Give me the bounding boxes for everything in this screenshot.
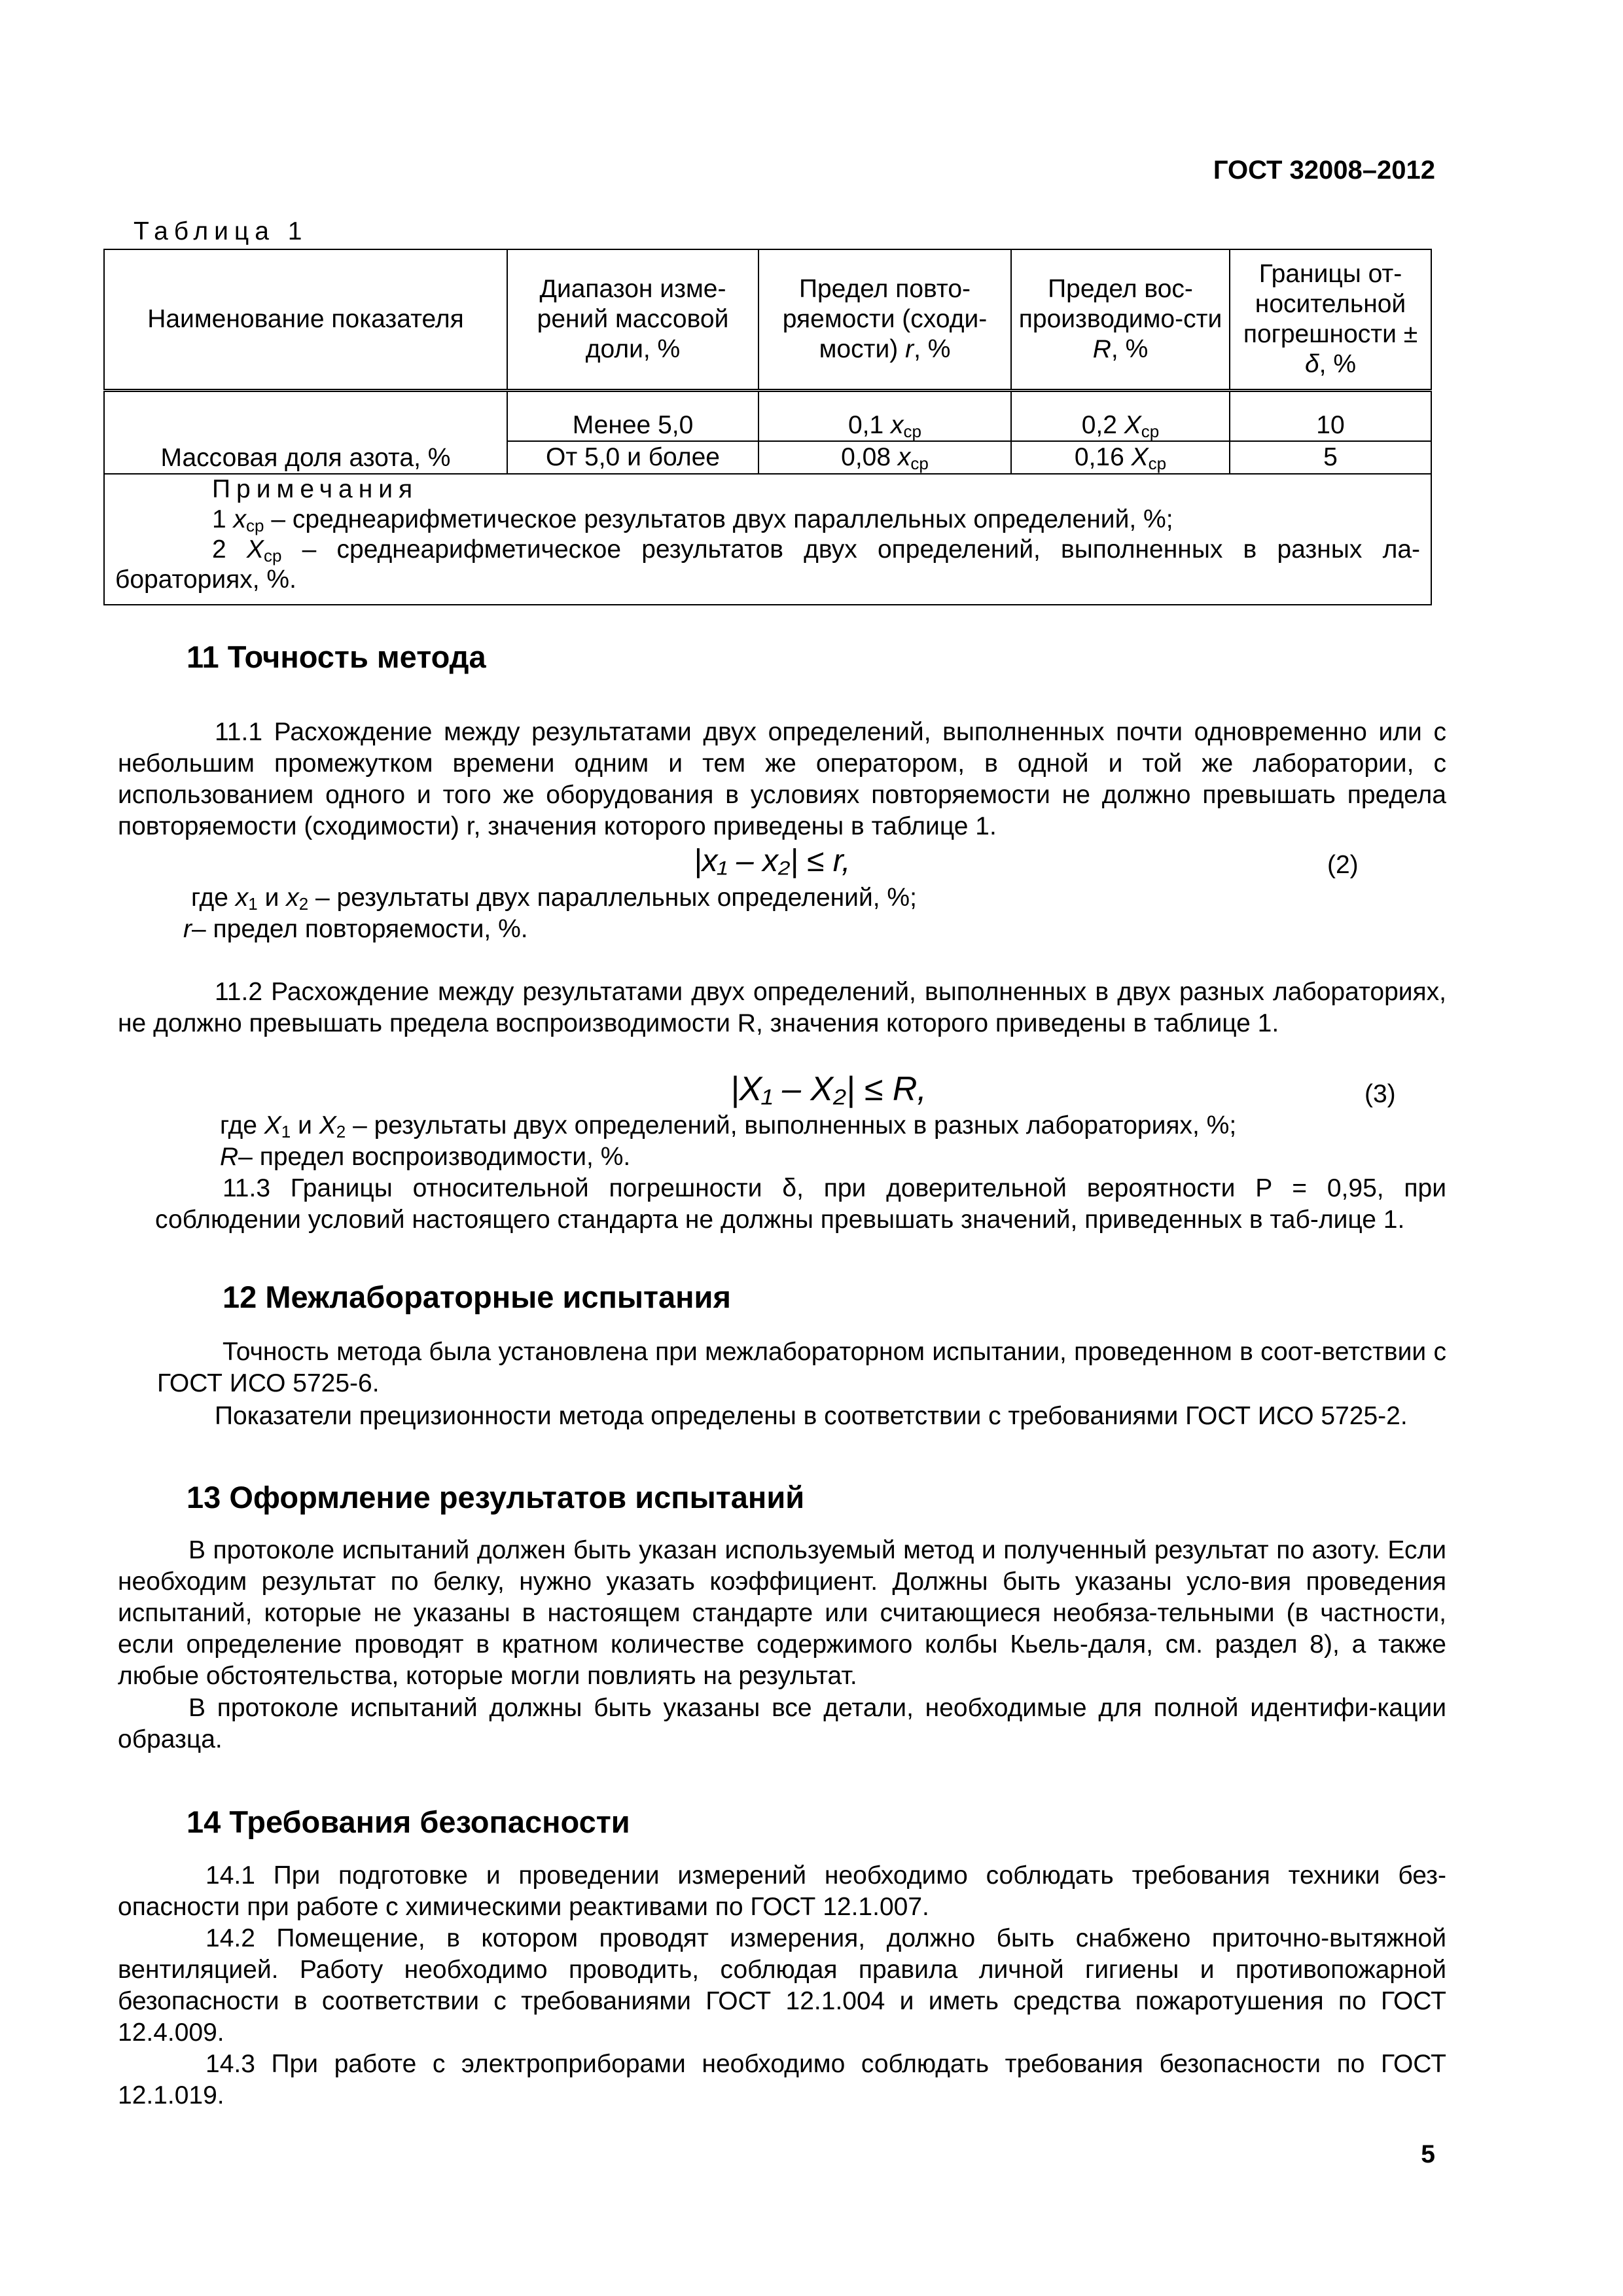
header-indicator: Наименование показателя — [104, 249, 507, 391]
section-13-title: 13 Оформление результатов испытаний — [187, 1480, 805, 1515]
range-cell: Менее 5,0 — [507, 391, 758, 442]
table-row — [104, 391, 1431, 442]
header-range: Диапазон изме-рений массовой доли, % — [507, 249, 758, 391]
where-3-line-2: R– предел воспроизводимости, %. — [220, 1143, 631, 1171]
notes-title: Примечания — [212, 475, 419, 503]
header-reproducibility: Предел вос-производимо-сти R, % — [1011, 249, 1230, 391]
note-1: 1 $x_{ср}$ – среднеарифметическое результатов двух параллельных определений, %; — [212, 505, 1173, 535]
reproducibility-cell: 0,16 $X_{ср}$ — [1011, 441, 1230, 474]
paragraph-13-2: В протоколе испытаний должны быть указаны все детали, необходимые для полной идентифи-кации образца. — [118, 1694, 1446, 1753]
range-cell: От 5,0 и более — [507, 441, 758, 474]
table-caption: Таблица 1 — [134, 217, 308, 245]
paragraph-11-3: 11.3 Границы относительной погрешности δ, при доверительной вероятности P = 0,95, при соблюдении условий настоящего стандарта не должны превышать значений, приведенных в таб-лице 1. — [155, 1174, 1446, 1234]
note-2: 2 $X_{ср}$ – среднеарифметическое результатов двух определений, выполненных в разных ла-бораториях, %. — [115, 535, 1421, 594]
formula-2-number: (2) — [1327, 851, 1359, 879]
error-bound-cell: 10 — [1230, 391, 1431, 442]
paragraph-13-1: В протоколе испытаний должен быть указан используемый метод и полученный результат по азоту. Если необходим результат по белку, нужно указать коэффициент. Должны быть указаны усло-вия проведения испытаний, которые не указаны в настоящем стандарте или считающиеся необяза-тельными (в частности, если определение проводят в кратном количестве содержимого колбы Кьель-даля, см. раздел 8), а также любые обстоятельства, которые могли повлиять на результат. — [118, 1536, 1446, 1690]
paragraph-14-2: 14.2 Помещение, в котором проводят измерения, должно быть снабжено приточно-вытяжной вентиляцией. Работу необходимо проводить, соблюдая правила личной гигиены и противопожарной безопасности в соответствии с требованиями ГОСТ 12.1.004 и иметь средства пожаротушения по ГОСТ 12.4.009. — [118, 1924, 1446, 2047]
paragraph-12-1: Точность метода была установлена при межлабораторном испытании, проведенном в соот-ветствии с ГОСТ ИСО 5725-6. — [157, 1338, 1446, 1397]
where-2-line-1: где $x_1$ и $x_2$ – результаты двух параллельных определений, %; — [191, 884, 917, 914]
paragraph-14-3: 14.3 При работе с электроприборами необходимо соблюдать требования безопасности по ГОСТ 12.1.019. — [118, 2050, 1446, 2109]
repeatability-cell: 0,08 $x_{ср}$ — [758, 441, 1011, 474]
table-header-row — [104, 249, 1431, 391]
table-notes-row — [104, 474, 1431, 605]
formula-3-number: (3) — [1364, 1080, 1396, 1108]
header-error-bounds: Границы от-носительной погрешности ± δ, % — [1230, 249, 1431, 391]
table-notes — [104, 474, 1431, 605]
reproducibility-cell: 0,2 $X_{ср}$ — [1011, 391, 1230, 442]
formula-2: |x₁ – x₂| ≤ r, — [694, 844, 851, 878]
section-11-title: 11 Точность метода — [187, 639, 486, 674]
paragraph-14-1: 14.1 При подготовке и проведении измерений необходимо соблюдать требования техники без-опасности при работе с химическими реактивами по ГОСТ 12.1.007. — [118, 1861, 1446, 1921]
formula-3: |X₁ – X₂| ≤ R, — [730, 1070, 927, 1108]
table-1 — [103, 249, 1432, 605]
paragraph-12-2: Показатели прецизионности метода определены в соответствии с требованиями ГОСТ ИСО 5725-2. — [215, 1402, 1408, 1430]
page-number: 5 — [1421, 2140, 1435, 2168]
section-12-title: 12 Межлабораторные испытания — [223, 1280, 731, 1314]
paragraph-11-1: 11.1 Расхождение между результатами двух определений, выполненных почти одновременно или с небольшим промежутком времени одним и тем же оператором, в одной и той же лаборатории, с использованием одного и того же оборудования в условиях повторяемости не должно превышать предела повторяемости (сходимости) r, значения которого приведены в таблице 1. — [118, 718, 1446, 840]
where-2-line-2: r– предел повторяемости, %. — [183, 915, 528, 943]
paragraph-11-2: 11.2 Расхождение между результатами двух определений, выполненных в двух разных лабораториях, не должно превышать предела воспроизводимости R, значения которого приведены в таблице 1. — [118, 978, 1446, 1037]
header-repeatability: Предел повто-ряемости (сходи-мости) r, % — [758, 249, 1011, 391]
indicator-name: Массовая доля азота, % — [104, 391, 507, 475]
section-14-title: 14 Требования безопасности — [187, 1804, 630, 1839]
error-bound-cell: 5 — [1230, 441, 1431, 474]
where-3-line-1: где $X_1$ и $X_2$ – результаты двух определений, выполненных в разных лабораториях, %; — [220, 1111, 1237, 1141]
repeatability-cell: 0,1 $x_{ср}$ — [758, 391, 1011, 442]
document-code-header: ГОСТ 32008–2012 — [1213, 156, 1435, 185]
